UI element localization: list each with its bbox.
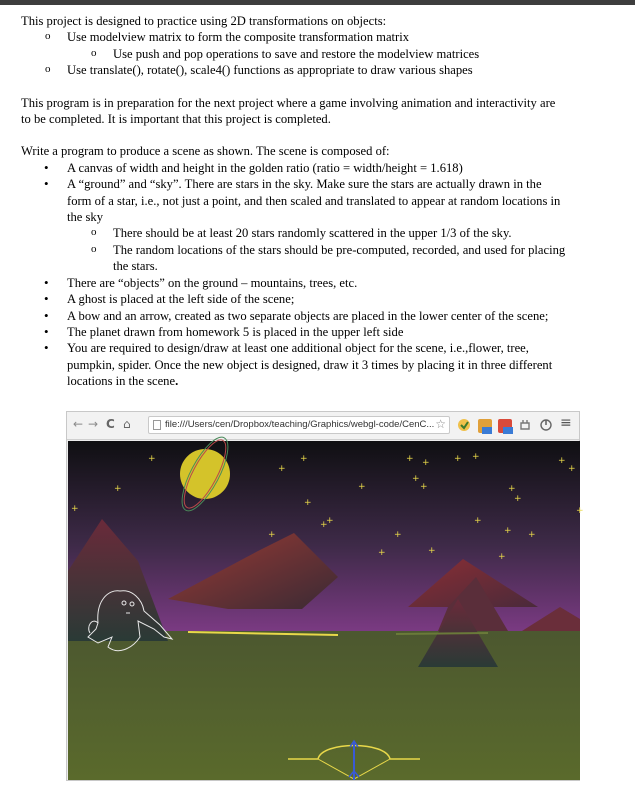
task-list xyxy=(21,160,621,390)
list-item: o Use push and pop operations to save and restore the modelview matrices xyxy=(21,46,621,62)
star-icon: + xyxy=(504,526,512,536)
menu-icon[interactable]: ≡ xyxy=(560,415,572,431)
star-icon: + xyxy=(378,548,386,558)
star-icon: + xyxy=(148,454,156,464)
list-item: o The random locations of the stars should be pre-computed, recorded, and used for placing the stars. xyxy=(21,242,621,275)
prep-paragraph: This program is in preparation for the next project where a game involving animation and interactivity are to be completed. It is important that this project is completed. xyxy=(21,95,556,127)
star-icon: + xyxy=(326,516,334,526)
extension-icon[interactable] xyxy=(518,417,532,433)
star-icon: + xyxy=(304,498,312,508)
star-icon: + xyxy=(320,520,328,530)
star-icon: + xyxy=(528,530,536,540)
list-item: o Use translate(), rotate(), scale4() functions as appropriate to draw various shapes xyxy=(21,62,621,78)
star-icon: + xyxy=(268,530,276,540)
webgl-scene-canvas xyxy=(68,441,584,780)
task-lead: Write a program to produce a scene as shown. The scene is composed of: xyxy=(21,144,390,159)
url-text: file:///Users/cen/Dropbox/teaching/Graphics/webgl-code/CenC... xyxy=(165,419,435,430)
star-icon: + xyxy=(412,474,420,484)
star-icon: + xyxy=(474,516,482,526)
intro-lead: This project is designed to practice using 2D transformations on objects: xyxy=(21,14,387,28)
reload-button[interactable]: C xyxy=(106,417,115,431)
star-icon: + xyxy=(300,454,308,464)
forward-button[interactable]: → xyxy=(88,417,99,431)
star-icon: + xyxy=(558,456,566,466)
list-item: o Use modelview matrix to form the composite transformation matrix o Use push and pop operations to save and restore the modelview matrices xyxy=(21,29,621,62)
list-item: • There are “objects” on the ground – mountains, trees, etc. xyxy=(21,275,621,291)
star-icon: + xyxy=(420,482,428,492)
list-item: • The planet drawn from homework 5 is placed in the upper left side xyxy=(21,324,621,340)
star-icon: + xyxy=(422,458,430,468)
top-bar xyxy=(0,0,635,5)
star-icon: + xyxy=(498,552,506,562)
star-icon: + xyxy=(428,546,436,556)
list-item: • A bow and an arrow, created as two separate objects are placed in the lower center of the scene; xyxy=(21,308,621,324)
star-icon: + xyxy=(576,506,584,516)
list-item: • A ghost is placed at the left side of the scene; xyxy=(21,291,621,307)
star-icon: + xyxy=(508,484,516,494)
home-button[interactable]: ⌂ xyxy=(123,417,131,431)
star-icon: + xyxy=(454,454,462,464)
star-icon: + xyxy=(358,482,366,492)
url-bar[interactable] xyxy=(148,416,450,434)
list-item: • A canvas of width and height in the golden ratio (ratio = width/height = 1.618) xyxy=(21,160,621,176)
star-icon: + xyxy=(71,504,79,514)
extension-icon[interactable] xyxy=(477,417,493,435)
star-icon: + xyxy=(514,494,522,504)
ground-highlight xyxy=(396,633,488,634)
intro-list xyxy=(21,29,621,78)
extension-icon[interactable] xyxy=(497,417,513,435)
star-icon: + xyxy=(568,464,576,474)
list-item: • A “ground” and “sky”. There are stars in the sky. Make sure the stars are actually drawn in the form of a star, i.e., not just a point, and then scaled and translated to appear at random locations in the sky o There should be at least 20 stars randomly scattered in the upper 1/3 of the sky. o The random locations of the stars should be pre-computed, recorded, and used for placing the stars. xyxy=(21,176,621,274)
document-body xyxy=(21,13,621,390)
page-icon xyxy=(153,420,161,430)
browser-toolbar xyxy=(67,412,579,440)
back-button[interactable]: ← xyxy=(73,417,84,431)
star-icon: + xyxy=(278,464,286,474)
star-icon: + xyxy=(472,452,480,462)
extension-icon[interactable] xyxy=(457,417,471,433)
list-item: o There should be at least 20 stars randomly scattered in the upper 1/3 of the sky. xyxy=(21,225,621,241)
star-icon: + xyxy=(394,530,402,540)
star-icon: + xyxy=(406,454,414,464)
browser-window xyxy=(66,411,584,781)
sub-list xyxy=(67,46,621,62)
bookmark-star-icon[interactable]: ☆ xyxy=(435,417,446,431)
star-icon: + xyxy=(114,484,122,494)
sub-list xyxy=(67,225,621,274)
power-icon[interactable] xyxy=(539,417,553,433)
list-item: • You are required to design/draw at least one additional object for the scene, i.e.,flower, tree, pumpkin, spider. Once the new object is designed, draw it 3 times by placing it in three different locations in the scene. xyxy=(21,340,621,389)
